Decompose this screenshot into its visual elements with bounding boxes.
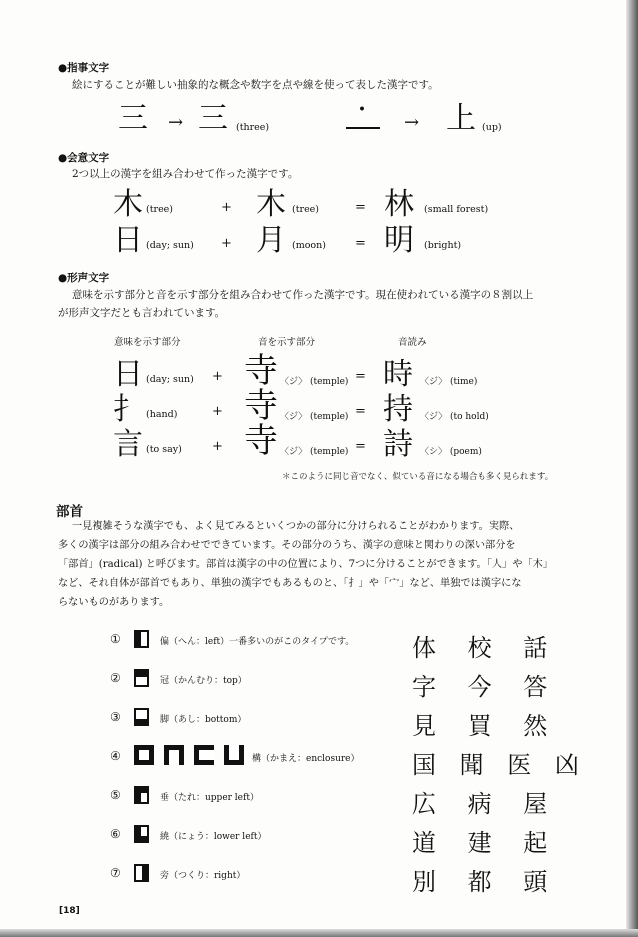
enclosure-open-bottom-diagram (164, 745, 184, 765)
column-head-sound: 音を示す部分 (258, 337, 316, 348)
keisei-meaning-part: 言 (113, 427, 143, 462)
radical-position-diagram (134, 708, 149, 726)
keisei-result: 持 (383, 392, 413, 427)
keisei-meaning-en: (hand) (146, 409, 178, 420)
kaii-heading: ●会意文字 (58, 152, 110, 164)
shiji-line-mark (346, 127, 380, 129)
kaii-part-b: 木 (256, 187, 286, 222)
column-head-meaning: 意味を示す部分 (114, 337, 181, 348)
bushu-para-line: など、それ自体が部首でもあり、単独の漢字でもあるものと、「扌」や「宀」など、単独では漢字にな (58, 578, 522, 589)
keisei-result-reading: 〈ジ〉 (time) (420, 377, 478, 387)
enclosure-open-right-diagram (194, 745, 214, 765)
keisei-description-line1: 意味を示す部分と音を示す部分を組み合わせて作った漢字です。現在使われている漢字の８割以上 (72, 289, 534, 301)
kaii-part-a-meaning: (day; sun) (146, 240, 194, 251)
kaii-part-b: 月 (256, 223, 286, 258)
shiji-ex1-meaning: (three) (236, 122, 270, 133)
radical-label: 垂（たれ：upper left） (160, 793, 259, 803)
equals-sign: = (355, 404, 366, 419)
radical-position-diagram (134, 786, 149, 804)
shiji-ex2-to: 上 (446, 101, 476, 136)
shiji-ex2-meaning: (up) (482, 122, 502, 133)
keisei-sound-reading: 〈ジ〉 (temple) (280, 447, 349, 457)
page-number: [18] (59, 906, 80, 916)
radical-position-diagram (134, 864, 149, 882)
radical-label: 偏（へん：left）一番多いのがこのタイプです。 (160, 637, 355, 647)
radical-number: ① (110, 632, 121, 646)
keisei-note: ＊このように同じ音でなく、似ている音になる場合も多く見られます。 (282, 472, 554, 482)
keisei-sound-reading: 〈ジ〉 (temple) (280, 412, 349, 422)
shiji-ex1-from: 三 (118, 101, 148, 136)
equals-sign: = (355, 200, 366, 215)
equals-sign: = (355, 439, 366, 454)
keisei-result: 時 (383, 357, 413, 392)
kaii-description: 2つ以上の漢字を組み合わせて作った漢字です。 (72, 168, 299, 180)
keisei-meaning-part: 日 (113, 357, 143, 392)
shiji-ex1-to: 三 (198, 101, 228, 136)
kaii-part-b-meaning: (moon) (292, 240, 326, 251)
radical-label: 構（かまえ：enclosure） (252, 754, 360, 764)
radical-example-kanji: 国 聞 医 凶 (412, 751, 587, 779)
radical-label: 繞（にょう：lower left） (160, 832, 267, 842)
keisei-result: 詩 (383, 427, 413, 462)
keisei-meaning-en: (day; sun) (146, 374, 194, 385)
kaii-part-a: 木 (113, 187, 143, 222)
kaii-result: 明 (384, 223, 414, 258)
plus-sign: + (212, 404, 223, 419)
keisei-sound-reading: 〈ジ〉 (temple) (280, 377, 349, 387)
radical-example-kanji: 見 買 然 (412, 712, 560, 740)
radical-position-diagram (134, 669, 149, 687)
keisei-sound-part: 寺 (244, 386, 278, 426)
keisei-result-reading: 〈シ〉 (poem) (420, 447, 482, 457)
kaii-result: 林 (384, 187, 414, 222)
radical-example-kanji: 字 今 答 (412, 673, 560, 701)
keisei-meaning-en: (to say) (146, 444, 182, 455)
equals-sign: = (355, 236, 366, 251)
radical-number: ⑥ (110, 827, 121, 841)
radical-number: ⑦ (110, 866, 121, 880)
radical-number: ⑤ (110, 788, 121, 802)
radical-example-kanji: 別 都 頭 (412, 868, 560, 896)
keisei-sound-part: 寺 (244, 421, 278, 461)
radical-example-kanji: 体 校 話 (412, 634, 560, 662)
shiji-ex1-arrow: → (168, 112, 184, 133)
radical-number: ② (110, 671, 121, 685)
bushu-para-line: 多くの漢字は部分の組み合わせでできています。その部分のうち、漢字の意味と関わりの深い部分を (58, 540, 516, 551)
radical-label: 脚（あし：bottom） (160, 715, 247, 725)
shiji-description: 絵にすることが難しい抽象的な概念や数字を点や線を使って表した漢字です。 (72, 79, 439, 91)
radical-example-kanji: 道 建 起 (412, 829, 560, 857)
radical-number: ③ (110, 710, 121, 724)
page-edge-shadow (626, 0, 638, 937)
column-head-reading: 音読み (398, 337, 427, 348)
shiji-ex2-from: ・ (351, 98, 374, 123)
radical-number: ④ (110, 749, 121, 763)
radical-position-diagram (134, 630, 149, 648)
keisei-meaning-part: 扌 (113, 392, 143, 427)
kaii-part-a: 日 (113, 223, 143, 258)
radical-label: 旁（つくり：right） (160, 871, 246, 881)
bushu-heading: 部首 (56, 504, 83, 520)
shiji-heading: ●指事文字 (58, 62, 110, 74)
radical-position-diagram (134, 825, 149, 843)
bushu-para-line: 「部首」(radical) と呼びます。部首は漢字の中の位置により、7つに分けることができます。「人」や「木」 (58, 559, 553, 570)
page-bottom-shadow (0, 929, 638, 937)
radical-label: 冠（かんむり：top） (160, 676, 247, 686)
kaii-part-a-meaning: (tree) (146, 204, 174, 215)
keisei-sound-part: 寺 (244, 351, 278, 391)
enclosure-open-top-diagram (224, 745, 244, 765)
bushu-para-line: 一見複雑そうな漢字でも、よく見てみるといくつかの部分に分けられることがわかります。実際、 (72, 521, 520, 532)
bushu-para-line: らないものがあります。 (58, 597, 170, 608)
radical-example-kanji: 広 病 屋 (412, 790, 560, 818)
plus-sign: + (221, 236, 232, 251)
kaii-result-meaning: (bright) (424, 240, 462, 251)
plus-sign: + (221, 200, 232, 215)
plus-sign: + (212, 369, 223, 384)
plus-sign: + (212, 439, 223, 454)
keisei-result-reading: 〈ジ〉 (to hold) (420, 412, 489, 422)
kaii-part-b-meaning: (tree) (292, 204, 320, 215)
equals-sign: = (355, 369, 366, 384)
shiji-ex2-arrow: → (404, 112, 420, 133)
keisei-description-line2: が形声文字だとも言われています。 (58, 307, 226, 319)
kaii-result-meaning: (small forest) (424, 204, 489, 215)
keisei-heading: ●形声文字 (58, 272, 110, 284)
enclosure-full-diagram (134, 745, 154, 765)
